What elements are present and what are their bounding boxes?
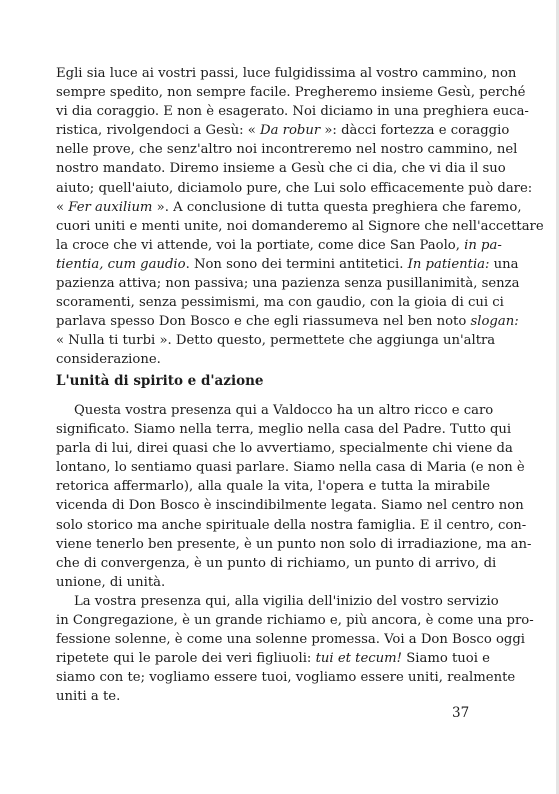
text-line: unione, di unità. [56,574,166,590]
text-line: significato. Siamo nella terra, meglio nella casa del Padre. Tutto qui [56,422,512,438]
text-line: viene tenerlo ben presente, è un punto non solo di irradiazione, ma an- [56,536,532,552]
text-line: cuori uniti e menti unite, noi domanderemo al Signore che nell'accettare [56,218,544,234]
page-number: 37 [452,705,470,721]
text-line: parlava spesso Don Bosco e che egli riassumeva nel ben noto slogan: [56,314,519,330]
text-line: pazienza attiva; non passiva; una pazienza senza pusillanimità, senza [56,276,520,292]
text-line: siamo con te; vogliamo essere tuoi, vogliamo essere uniti, realmente [56,670,516,686]
text-line: Questa vostra presenza qui a Valdocco ha un altro ricco e caro [74,403,494,418]
text-line: « Nulla ti turbi ». Detto questo, permettete che aggiunga un'altra [56,333,496,349]
text-line: vicenda di Don Bosco è inscindibilmente legata. Siamo nel centro non [56,498,524,514]
text-line: che di convergenza, è un punto di richiamo, un punto di arrivo, di [56,555,497,571]
paragraph-3 [56,592,534,707]
text-line: ripetete qui le parole dei veri figliuoli: tui et tecum! Siamo tuoi e [56,651,490,667]
text-line: scoramenti, senza pessimismi, ma con gaudio, con la gioia di cui ci [56,295,504,311]
text-line: sempre spedito, non sempre facile. Pregheremo insieme Gesù, perché [56,85,526,101]
text-line: la croce che vi attende, voi la portiate, come dice San Paolo, in pa- [56,237,502,253]
text-line: uniti a te. [56,689,121,705]
text-line: « Fer auxilium ». A conclusione di tutta questa preghiera che faremo, [56,199,522,215]
paragraph-2 [56,401,532,592]
text-line: retorica affermarlo), alla quale la vita, l'opera e tutta la mirabile [56,479,490,495]
text-line: fessione solenne, è come una solenne promessa. Voi a Don Bosco oggi [56,632,525,648]
text-line: Egli sia luce ai vostri passi, luce fulgidissima al vostro cammino, non [56,66,517,81]
text-line: solo storico ma anche spirituale della nostra famiglia. E il centro, con- [56,517,527,533]
text-line: lontano, lo sentiamo quasi parlare. Siamo nella casa di Maria (e non è [56,460,525,476]
text-line: La vostra presenza qui, alla vigilia dell'inizio del vostro servizio [74,594,499,609]
text-line: nelle prove, che senz'altro noi incontreremo nel nostro cammino, nel [56,142,518,158]
paragraph-1 [56,64,544,370]
text-line: nostro mandato. Diremo insieme a Gesù che ci dia, che vi dia il suo [56,161,506,177]
text-line: tientia, cum gaudio. Non sono dei termini antitetici. In patientia: una [56,256,519,272]
text-line: in Congregazione, è un grande richiamo e, più ancora, è come una pro- [56,613,534,629]
text-line: aiuto; quell'aiuto, diciamolo pure, che Lui solo efficacemente può dare: [56,180,533,196]
text-line: ristica, rivolgendoci a Gesù: « Da robur »: dàcci fortezza e coraggio [56,123,510,139]
text-line: vi dia coraggio. E non è esagerato. Noi diciamo in una preghiera euca- [56,104,529,120]
section-heading: L'unità di spirito e d'azione [56,373,264,389]
text-line: considerazione. [56,352,161,368]
text-line: parla di lui, direi quasi che lo avvertiamo, specialmente chi viene da [56,441,513,457]
